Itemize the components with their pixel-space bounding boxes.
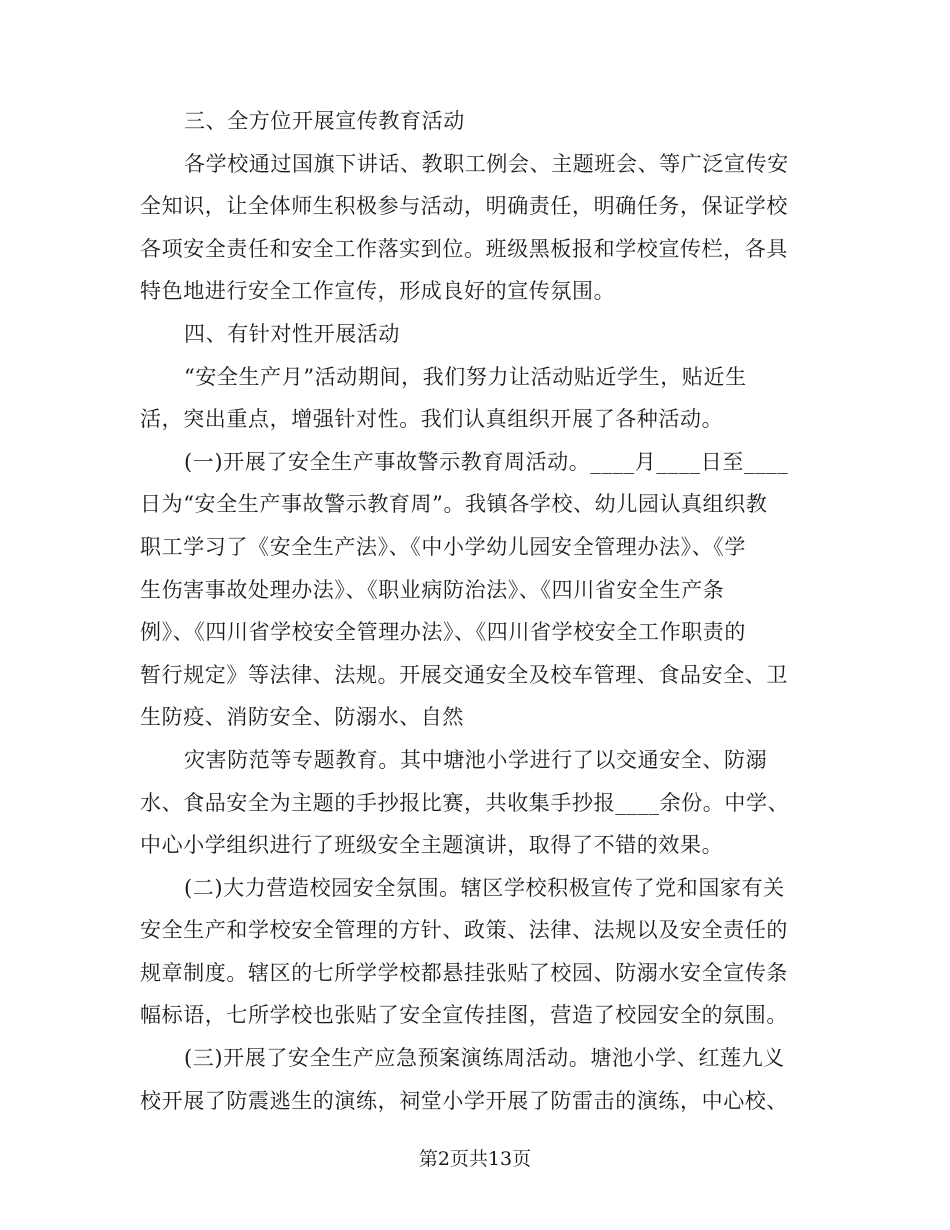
body-line: 各项安全责任和安全工作落实到位。班级黑板报和学校宣传栏，各具	[140, 236, 788, 261]
section-heading: 三、全方位开展宣传教育活动	[184, 109, 465, 133]
document-body	[140, 100, 800, 1122]
page-number-footer: 第2页共13页	[418, 1148, 532, 1170]
body-line: 规章制度。辖区的七所学学校都悬挂张贴了校园、防溺水安全宣传条	[140, 960, 788, 985]
body-line: (二)大力营造校园安全氛围。辖区学校积极宣传了党和国家有关	[184, 875, 785, 900]
body-line: 活，突出重点，增强针对性。我们认真组织开展了各种活动。	[140, 407, 724, 432]
section-heading: 四、有针对性开展活动	[184, 321, 400, 346]
body-line: 日为“安全生产事故警示教育周”。我镇各学校、幼儿园认真组织教	[140, 492, 768, 517]
body-line: 安全生产和学校安全管理的方针、政策、法律、法规以及安全责任的	[140, 918, 788, 943]
body-line: 例》、《四川省学校安全管理办法》、《四川省学校安全工作职责的	[140, 620, 746, 645]
body-line: (三)开展了安全生产应急预案演练周活动。塘池小学、红莲九义	[184, 1046, 785, 1071]
body-line: 幅标语，七所学校也张贴了安全宣传挂图，营造了校园安全的氛围。	[140, 1003, 788, 1028]
body-line: 灾害防范等专题教育。其中塘池小学进行了以交通安全、防溺	[184, 747, 768, 772]
body-line: 特色地进行安全工作宣传，形成良好的宣传氛围。	[140, 279, 616, 304]
body-line: “安全生产月”活动期间，我们努力让活动贴近学生，贴近生	[184, 364, 747, 389]
body-line: 各学校通过国旗下讲话、教职工例会、主题班会、等广泛宣传安	[184, 151, 789, 176]
body-line: 校开展了防震逃生的演练，祠堂小学开展了防雷击的演练，中心校、	[140, 1088, 788, 1113]
body-line: 暂行规定》等法律、法规。开展交通安全及校车管理、食品安全、卫	[140, 662, 788, 687]
body-line: 全知识，让全体师生积极参与活动，明确责任，明确任务，保证学校	[140, 194, 788, 219]
body-line: 生伤害事故处理办法》、《职业病防治法》、《四川省安全生产条	[140, 577, 725, 602]
body-line: 水、食品安全为主题的手抄报比赛，共收集手抄报____余份。中学、	[140, 790, 790, 815]
body-line: 中心小学组织进行了班级安全主题演讲，取得了不错的效果。	[140, 833, 724, 858]
body-line: 职工学习了《安全生产法》、《中小学幼儿园安全管理办法》、《学	[140, 534, 746, 559]
body-line: 生防疫、消防安全、防溺水、自然	[140, 705, 464, 730]
body-line: (一)开展了安全生产事故警示教育周活动。____月____日至____	[184, 449, 789, 474]
